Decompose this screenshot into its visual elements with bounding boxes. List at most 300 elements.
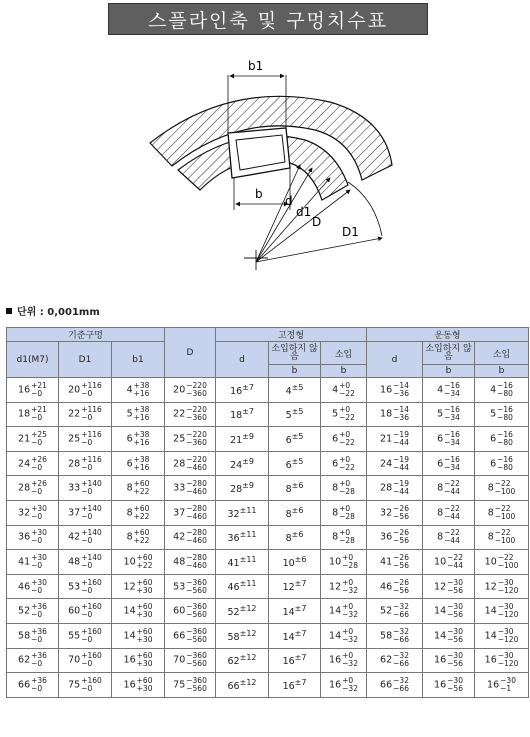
upper-tolerance: −30 — [447, 602, 463, 612]
cell-tolerance: ±5 — [291, 407, 304, 417]
cell-m_d — [367, 451, 423, 476]
cell-tolerance — [134, 406, 150, 422]
cell-tolerance: ±7 — [294, 579, 307, 589]
lower-tolerance: −32 — [342, 585, 358, 595]
upper-tolerance: −16 — [497, 405, 513, 415]
cell-value: 41 — [18, 556, 31, 568]
cell-tolerance — [342, 603, 358, 619]
cell-m_b1 — [423, 673, 475, 698]
group-moving: 운동형 — [367, 328, 529, 342]
cell-tolerance: ±11 — [239, 505, 257, 515]
upper-tolerance: +160 — [81, 602, 102, 612]
cell-tolerance — [137, 652, 153, 668]
cell-tolerance — [342, 554, 358, 570]
cell-tolerance — [186, 529, 207, 545]
table-row — [7, 648, 529, 673]
cell-m_b2 — [475, 500, 529, 525]
upper-tolerance: +0 — [339, 503, 351, 513]
cell-tolerance — [134, 431, 150, 447]
lower-tolerance: −0 — [81, 462, 93, 472]
cell-tolerance — [31, 554, 47, 570]
cell-f_d — [216, 451, 269, 476]
cell-m_b1 — [423, 378, 475, 403]
cell-value: 32 — [227, 508, 240, 520]
cell-f_b1 — [269, 378, 321, 403]
upper-tolerance: +60 — [133, 503, 150, 513]
lower-tolerance: −560 — [186, 634, 207, 644]
lower-tolerance: +30 — [136, 659, 153, 669]
spline-cross-section-diagram — [0, 38, 530, 300]
cell-value: 58 — [227, 631, 240, 643]
upper-tolerance: −32 — [393, 675, 409, 685]
cell-tolerance: ±12 — [239, 628, 257, 638]
cell-b1 — [112, 427, 165, 452]
upper-tolerance: −16 — [497, 380, 513, 390]
cell-value: 14 — [484, 630, 497, 642]
upper-tolerance: +0 — [342, 577, 354, 587]
cell-D1 — [59, 378, 112, 403]
cell-tolerance — [497, 456, 513, 472]
upper-tolerance: −30 — [497, 626, 514, 636]
cell-value: 75 — [68, 679, 81, 691]
upper-tolerance: −14 — [393, 405, 409, 415]
lower-tolerance: −460 — [186, 511, 207, 521]
cell-value: 4 — [285, 385, 292, 397]
upper-tolerance: +38 — [133, 454, 150, 464]
square-bullet-icon — [6, 308, 12, 314]
cell-value: 5 — [285, 410, 292, 422]
cell-b1 — [112, 476, 165, 501]
lower-tolerance: −22 — [339, 437, 355, 447]
upper-tolerance: −220 — [186, 429, 207, 439]
upper-tolerance: −32 — [393, 626, 409, 636]
cell-value: 5 — [126, 408, 133, 420]
cell-f_b1 — [269, 402, 321, 427]
cell-value: 4 — [126, 384, 133, 396]
cell-tolerance — [500, 677, 516, 693]
cell-tolerance — [339, 382, 355, 398]
upper-tolerance: −30 — [497, 577, 514, 587]
cell-value: 12 — [329, 581, 342, 593]
lower-tolerance: +16 — [133, 388, 150, 398]
table-row — [7, 451, 529, 476]
cell-d1 — [7, 673, 59, 698]
upper-tolerance: −360 — [186, 675, 207, 685]
cell-value: 60 — [68, 605, 81, 617]
lower-tolerance: −28 — [339, 487, 355, 497]
cell-value: 16 — [434, 679, 447, 691]
cell-f_b1 — [269, 451, 321, 476]
upper-tolerance: −30 — [447, 577, 463, 587]
cell-f_b2 — [321, 500, 367, 525]
upper-tolerance: −30 — [447, 675, 463, 685]
lower-tolerance: +30 — [136, 610, 153, 620]
cell-value: 6 — [437, 433, 444, 445]
cell-tolerance: ±7 — [294, 628, 307, 638]
cell-m_b2 — [475, 451, 529, 476]
cell-b1 — [112, 623, 165, 648]
unit-label: 단위 : 0,001mm — [17, 307, 100, 318]
upper-tolerance: +0 — [339, 429, 351, 439]
lower-tolerance: −120 — [497, 634, 519, 644]
table-row — [7, 378, 529, 403]
upper-tolerance: −19 — [393, 454, 409, 464]
cell-tolerance — [81, 431, 102, 447]
cell-value: 8 — [487, 482, 494, 494]
cell-tolerance — [393, 603, 409, 619]
cell-m_d — [367, 402, 423, 427]
upper-tolerance: +0 — [342, 626, 354, 636]
cell-tolerance — [186, 554, 207, 570]
cell-value: 4 — [437, 384, 444, 396]
upper-tolerance: +60 — [136, 626, 153, 636]
cell-value: 37 — [68, 507, 81, 519]
cell-tolerance — [447, 579, 463, 595]
cell-value: 66 — [227, 681, 240, 692]
upper-tolerance: −16 — [444, 405, 460, 415]
cell-tolerance — [444, 529, 460, 545]
cell-value: 36 — [380, 531, 393, 543]
table-row — [7, 599, 529, 624]
upper-tolerance: +0 — [339, 528, 351, 538]
cell-value: 6 — [490, 433, 497, 445]
cell-d1 — [7, 378, 59, 403]
cell-value: 10 — [123, 556, 136, 568]
lower-tolerance: −66 — [393, 634, 409, 644]
upper-tolerance: −26 — [393, 552, 409, 562]
cell-d1 — [7, 574, 59, 599]
header-moving-hardened: 소입 — [475, 342, 529, 365]
lower-tolerance: −56 — [447, 634, 463, 644]
cell-tolerance — [81, 529, 102, 545]
cell-tolerance — [31, 382, 47, 398]
cell-value: 20 — [173, 384, 186, 396]
cell-b1 — [112, 451, 165, 476]
cell-D — [165, 673, 216, 698]
upper-tolerance: +30 — [31, 577, 47, 587]
upper-tolerance: −280 — [186, 479, 207, 489]
upper-tolerance: +38 — [133, 429, 150, 439]
cell-value: 8 — [487, 531, 494, 543]
cell-D1 — [59, 427, 112, 452]
cell-tolerance — [81, 505, 102, 521]
lower-tolerance: −66 — [393, 659, 409, 669]
upper-tolerance: −280 — [186, 503, 207, 513]
cell-m_d — [367, 673, 423, 698]
cell-f_d — [216, 599, 269, 624]
lower-tolerance: −0 — [81, 610, 93, 620]
lower-tolerance: −460 — [186, 462, 207, 472]
lower-tolerance: −32 — [342, 683, 358, 693]
cell-tolerance — [186, 480, 207, 496]
cell-value: 55 — [68, 630, 81, 642]
cell-value: 14 — [282, 607, 295, 619]
cell-value: 14 — [329, 630, 342, 642]
header-fixed-b-2: b — [321, 365, 367, 378]
lower-tolerance: −0 — [31, 413, 43, 423]
cell-b1 — [112, 599, 165, 624]
upper-tolerance: +60 — [136, 675, 153, 685]
upper-tolerance: −22 — [497, 552, 514, 562]
lower-tolerance: −0 — [81, 659, 93, 669]
cell-value: 60 — [173, 605, 186, 617]
cell-value: 62 — [227, 656, 240, 668]
lower-tolerance: −560 — [186, 610, 207, 620]
cell-value: 18 — [380, 408, 393, 420]
cell-f_b1 — [269, 673, 321, 698]
cell-value: 66 — [380, 679, 393, 691]
lower-tolerance: −0 — [31, 585, 43, 595]
lower-tolerance: +22 — [133, 511, 150, 521]
lower-tolerance: +16 — [133, 462, 150, 472]
cell-d1 — [7, 451, 59, 476]
cell-value: 8 — [332, 507, 339, 519]
lower-tolerance: −32 — [342, 659, 358, 669]
cell-tolerance — [134, 480, 150, 496]
lower-tolerance: −460 — [186, 560, 207, 570]
cell-f_b2 — [321, 599, 367, 624]
upper-tolerance: −16 — [444, 454, 460, 464]
cell-tolerance — [134, 456, 150, 472]
cell-value: 5 — [332, 408, 339, 420]
upper-tolerance: +0 — [339, 454, 351, 464]
cell-value: 8 — [437, 507, 444, 519]
lower-tolerance: −0 — [81, 683, 93, 693]
cell-value: 52 — [227, 607, 240, 619]
cell-tolerance — [81, 603, 102, 619]
cell-value: 28 — [380, 482, 393, 494]
lower-tolerance: −0 — [31, 462, 43, 472]
upper-tolerance: +0 — [342, 602, 354, 612]
upper-tolerance: +60 — [133, 479, 150, 489]
upper-tolerance: +38 — [133, 405, 150, 415]
cell-D — [165, 623, 216, 648]
cell-value: 21 — [380, 433, 393, 445]
cell-tolerance — [447, 628, 463, 644]
cell-value: 10 — [434, 556, 447, 568]
lower-tolerance: −120 — [497, 610, 519, 620]
lower-tolerance: −28 — [339, 511, 355, 521]
cell-tolerance: ±7 — [242, 407, 254, 417]
lower-tolerance: −34 — [444, 413, 460, 423]
cell-m_b2 — [475, 673, 529, 698]
cell-tolerance — [339, 456, 355, 472]
cell-value: 8 — [332, 531, 339, 543]
header-moving-b-2: b — [475, 365, 529, 378]
cell-value: 33 — [68, 482, 81, 494]
cell-tolerance: ±11 — [239, 579, 257, 589]
upper-tolerance: −26 — [393, 503, 409, 513]
lower-tolerance: −80 — [497, 413, 513, 423]
cell-m_b1 — [423, 623, 475, 648]
upper-tolerance: −32 — [393, 602, 409, 612]
lower-tolerance: −0 — [31, 659, 43, 669]
cell-value: 14 — [282, 631, 295, 643]
header-moving-loose: 소입하지 않음 — [423, 342, 475, 365]
lower-tolerance: +16 — [133, 437, 150, 447]
cell-tolerance — [497, 382, 513, 398]
cell-tolerance — [342, 579, 358, 595]
upper-tolerance: +0 — [339, 479, 351, 489]
cell-value: 5 — [437, 408, 444, 420]
cell-tolerance — [444, 505, 460, 521]
lower-tolerance: −460 — [186, 487, 207, 497]
cell-value: 16 — [123, 679, 136, 691]
cell-value: 62 — [380, 654, 393, 666]
cell-f_d — [216, 402, 269, 427]
cell-value: 4 — [490, 384, 497, 396]
upper-tolerance: −30 — [447, 626, 463, 636]
cell-value: 75 — [173, 679, 186, 691]
lower-tolerance: −0 — [31, 511, 43, 521]
cell-tolerance — [186, 406, 207, 422]
cell-value: 42 — [173, 531, 186, 543]
lower-tolerance: −44 — [393, 462, 409, 472]
cell-value: 5 — [490, 408, 497, 420]
upper-tolerance: −22 — [494, 503, 511, 513]
upper-tolerance: +21 — [31, 405, 47, 415]
cell-value: 16 — [487, 679, 500, 691]
cell-value: 46 — [227, 582, 240, 594]
cell-f_d — [216, 574, 269, 599]
cell-value: 41 — [380, 556, 393, 568]
table-row — [7, 673, 529, 698]
cell-value: 62 — [18, 654, 31, 666]
cell-tolerance — [31, 677, 47, 693]
header-fixed-loose: 소입하지 않음 — [269, 342, 321, 365]
cell-value: 12 — [434, 581, 447, 593]
cell-value: 20 — [68, 384, 81, 396]
cell-tolerance — [444, 480, 460, 496]
cell-tolerance — [81, 628, 102, 644]
cell-tolerance — [495, 529, 516, 545]
upper-tolerance: −26 — [393, 577, 409, 587]
table-row — [7, 623, 529, 648]
cell-value: 16 — [230, 385, 243, 397]
cell-f_d — [216, 476, 269, 501]
cell-value: 6 — [126, 433, 133, 445]
cell-f_b1 — [269, 476, 321, 501]
label-b1: b1 — [248, 59, 264, 73]
cell-tolerance — [393, 579, 409, 595]
upper-tolerance: +60 — [136, 651, 153, 661]
cell-tolerance — [134, 505, 150, 521]
cell-tolerance — [497, 406, 513, 422]
cell-m_b1 — [423, 599, 475, 624]
lower-tolerance: −0 — [81, 511, 93, 521]
lower-tolerance: +30 — [136, 683, 153, 693]
cell-m_b2 — [475, 427, 529, 452]
lower-tolerance: −22 — [339, 388, 355, 398]
lower-tolerance: −44 — [444, 487, 460, 497]
cell-tolerance: ±11 — [239, 554, 257, 564]
cell-tolerance — [186, 579, 207, 595]
cell-f_d — [216, 525, 269, 550]
cell-D1 — [59, 574, 112, 599]
cell-m_d — [367, 500, 423, 525]
cell-D1 — [59, 500, 112, 525]
lower-tolerance: −0 — [31, 437, 43, 447]
upper-tolerance: −220 — [186, 405, 207, 415]
cell-tolerance — [447, 652, 463, 668]
cell-tolerance — [186, 456, 207, 472]
upper-tolerance: −360 — [186, 602, 207, 612]
cell-value: 4 — [332, 384, 339, 396]
cell-d1 — [7, 623, 59, 648]
upper-tolerance: +30 — [31, 528, 47, 538]
cell-d1 — [7, 525, 59, 550]
upper-tolerance: +0 — [342, 675, 354, 685]
cell-tolerance — [495, 505, 516, 521]
cell-tolerance — [186, 603, 207, 619]
cell-tolerance — [339, 431, 355, 447]
cell-f_b1 — [269, 623, 321, 648]
cell-value: 14 — [329, 605, 342, 617]
cell-m_b1 — [423, 550, 475, 575]
lower-tolerance: −44 — [393, 437, 409, 447]
cell-value: 21 — [230, 435, 243, 447]
cell-value: 6 — [490, 458, 497, 470]
cell-value: 18 — [18, 408, 31, 420]
table-row — [7, 427, 529, 452]
spline-dimension-table — [6, 327, 529, 698]
cell-b1 — [112, 550, 165, 575]
cell-b1 — [112, 648, 165, 673]
cell-d1 — [7, 402, 59, 427]
lower-tolerance: −0 — [81, 634, 93, 644]
cell-tolerance — [393, 652, 409, 668]
header-fixed-hardened: 소입 — [321, 342, 367, 365]
cell-value: 8 — [332, 482, 339, 494]
cell-value: 52 — [18, 605, 31, 617]
lower-tolerance: −34 — [444, 388, 460, 398]
upper-tolerance: +0 — [339, 380, 351, 390]
cell-value: 16 — [380, 384, 393, 396]
cell-D1 — [59, 525, 112, 550]
cell-value: 46 — [380, 581, 393, 593]
cell-m_b2 — [475, 648, 529, 673]
cell-value: 66 — [173, 630, 186, 642]
cell-tolerance: ±7 — [242, 382, 254, 392]
cell-value: 14 — [434, 605, 447, 617]
cell-tolerance — [31, 652, 47, 668]
upper-tolerance: +0 — [342, 651, 354, 661]
lower-tolerance: −28 — [339, 536, 355, 546]
cell-f_b1 — [269, 500, 321, 525]
cell-m_d — [367, 525, 423, 550]
lower-tolerance: +30 — [136, 585, 153, 595]
lower-tolerance: −100 — [494, 511, 516, 521]
cell-tolerance — [339, 529, 355, 545]
cell-f_b1 — [269, 427, 321, 452]
cell-tolerance: ±5 — [291, 382, 304, 392]
cell-value: 36 — [227, 533, 240, 545]
lower-tolerance: −0 — [81, 413, 93, 423]
cell-m_b1 — [423, 427, 475, 452]
lower-tolerance: −0 — [31, 610, 43, 620]
cell-m_b2 — [475, 550, 529, 575]
header-fixed-d: d — [216, 342, 269, 378]
lower-tolerance: −56 — [393, 511, 409, 521]
cell-tolerance — [137, 579, 153, 595]
upper-tolerance: +26 — [31, 479, 47, 489]
upper-tolerance: +160 — [81, 651, 102, 661]
cell-m_b2 — [475, 402, 529, 427]
cell-f_b1 — [269, 525, 321, 550]
lower-tolerance: −56 — [393, 585, 409, 595]
upper-tolerance: −22 — [444, 528, 460, 538]
label-b: b — [255, 187, 263, 201]
